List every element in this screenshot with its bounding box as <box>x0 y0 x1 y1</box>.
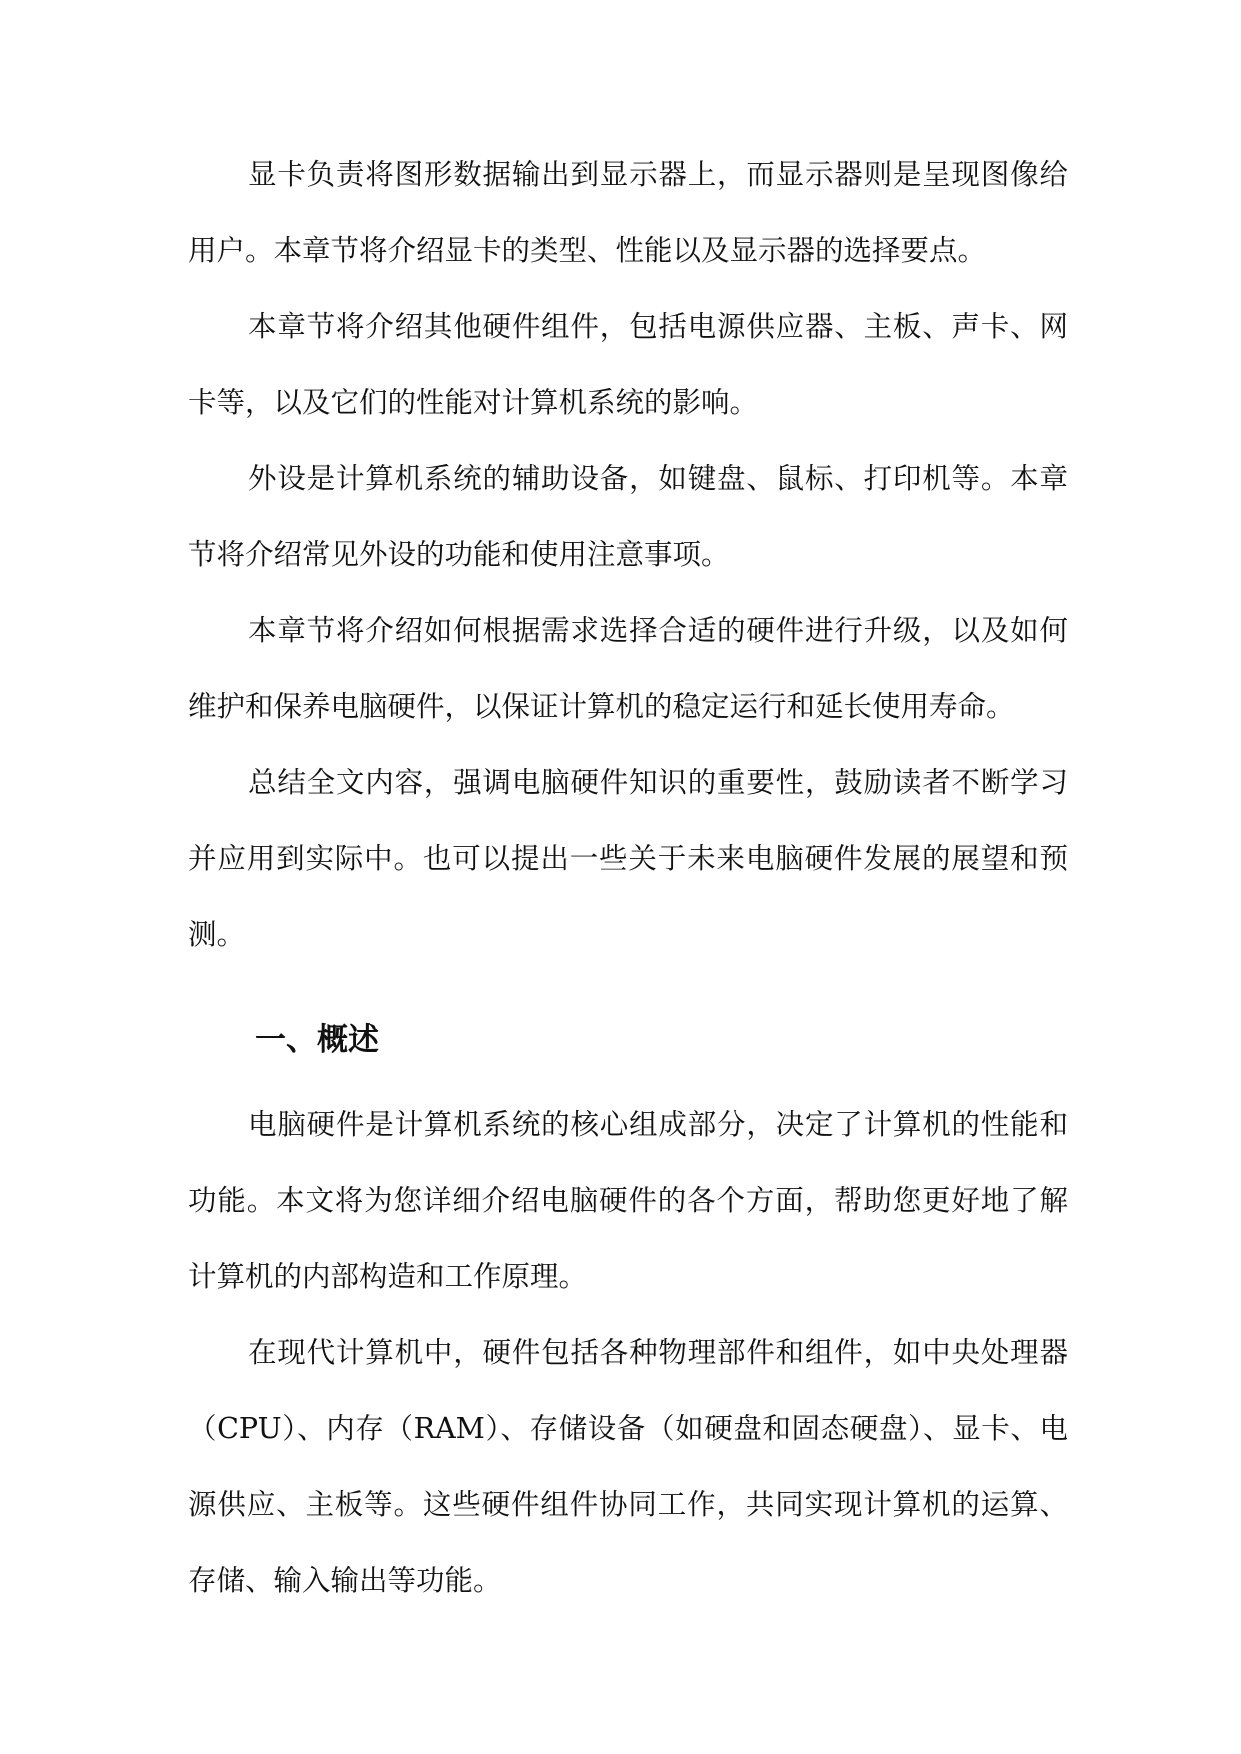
paragraph-overview-components: 在现代计算机中，硬件包括各种物理部件和组件，如中央处理器（CPU）、内存（RAM）、存储设备（如硬盘和固态硬盘）、显卡、电源供应、主板等。这些硬件组件协同工作，共同实现计算机的运算、存储、输入输出等功能。 <box>188 1336 1068 1597</box>
paragraph-summary: 总结全文内容，强调电脑硬件知识的重要性，鼓励读者不断学习并应用到实际中。也可以提出一些关于未来电脑硬件发展的展望和预测。 <box>188 766 1068 951</box>
section-heading-overview: 一、概述 <box>255 1022 379 1058</box>
paragraph-peripherals: 外设是计算机系统的辅助设备，如键盘、鼠标、打印机等。本章节将介绍常见外设的功能和使用注意事项。 <box>188 462 1068 571</box>
body-section-overview <box>188 1087 1068 1619</box>
paragraph-overview-intro: 电脑硬件是计算机系统的核心组成部分，决定了计算机的性能和功能。本文将为您详细介绍电脑硬件的各个方面，帮助您更好地了解计算机的内部构造和工作原理。 <box>188 1108 1068 1293</box>
body-section-top <box>188 137 1068 973</box>
paragraph-other-components: 本章节将介绍其他硬件组件，包括电源供应器、主板、声卡、网卡等，以及它们的性能对计算机系统的影响。 <box>188 310 1068 419</box>
paragraph-upgrade-maintenance: 本章节将介绍如何根据需求选择合适的硬件进行升级，以及如何维护和保养电脑硬件，以保证计算机的稳定运行和延长使用寿命。 <box>188 614 1068 723</box>
paragraph-graphics-card: 显卡负责将图形数据输出到显示器上，而显示器则是呈现图像给用户。本章节将介绍显卡的类型、性能以及显示器的选择要点。 <box>188 158 1068 267</box>
